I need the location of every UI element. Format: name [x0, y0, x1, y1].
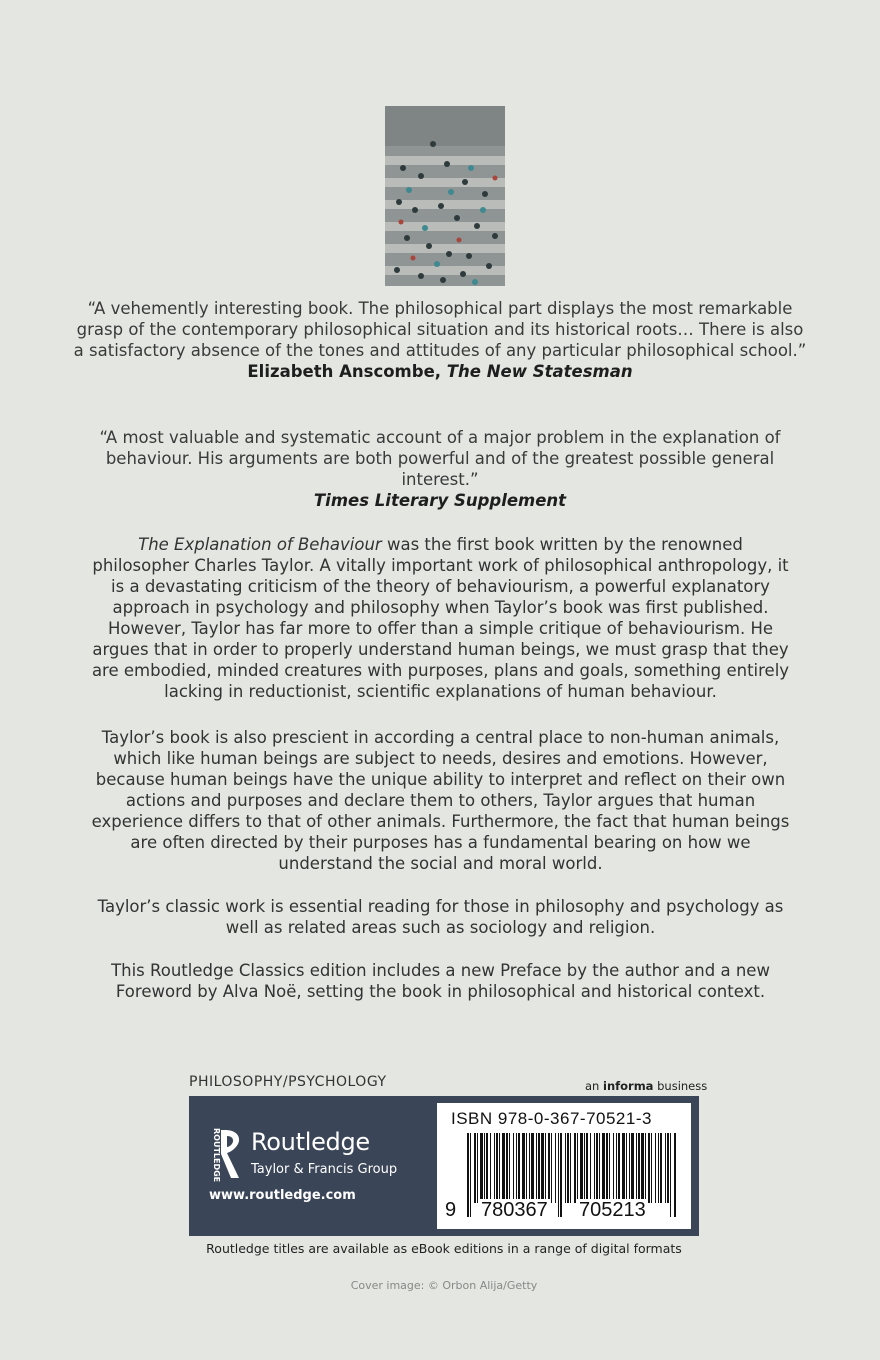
routledge-logo-icon — [205, 1126, 245, 1182]
crowd-photo-image — [385, 106, 505, 286]
barcode-digits-right: 705213 — [579, 1199, 646, 1221]
review-quote-tls — [70, 427, 810, 511]
cover-photo — [385, 106, 505, 286]
quote-attribution — [70, 490, 810, 511]
isbn-label: ISBN 978-0-367-70521-3 — [451, 1109, 652, 1128]
description-paragraph-1 — [88, 534, 793, 702]
quote-text: “A vehemently interesting book. The philosophical part displays the most remarkable grasp of the contemporary philosophical situation and its historical roots… There is also a satisfactory absence of the tones and attitudes of any particular philosophical school.” — [73, 299, 807, 360]
publisher-name: Routledge — [251, 1128, 370, 1156]
description-paragraph-4: This Routledge Classics edition includes a new Preface by the author and a new Foreword by Alva Noë, setting the book in philosophical and historical context. — [111, 961, 770, 1001]
publisher-url: www.routledge.com — [209, 1188, 356, 1203]
publisher-group: Taylor & Francis Group — [251, 1162, 398, 1177]
quote-text: “A most valuable and systematic account of a major problem in the explanation of behaviour. His arguments are both powerful and of the greatest possible general interest.” — [99, 428, 781, 489]
description-paragraph-2: Taylor’s book is also prescient in according a central place to non-human animals, which like human beings are subject to needs, desires and emotions. However, because human beings have the unique ability to interpret and reflect on their own actions and purposes and declare them to others, Taylor argues that human experience differs to that of other animals. Furthermore, the fact that human beings are often directed by their purposes has a fundamental bearing on how we understand the social and moral world. — [91, 728, 790, 873]
quote-source: Times Literary Supplement — [313, 491, 567, 510]
isbn-barcode — [437, 1103, 691, 1229]
book-title: The Explanation of Behaviour — [138, 535, 382, 554]
cover-image-credit: Cover image: © Orbon Alija/Getty — [350, 1279, 538, 1292]
barcode-digit-lead: 9 — [445, 1199, 457, 1221]
review-quote-anscombe — [70, 298, 810, 382]
description-paragraph-3: Taylor’s classic work is essential reading for those in philosophy and psychology as well as related areas such as sociology and religion. — [97, 897, 784, 937]
quote-source: The New Statesman — [446, 362, 633, 381]
subject-category: PHILOSOPHY/PSYCHOLOGY — [189, 1074, 387, 1090]
informa-brand: informa — [603, 1079, 654, 1093]
informa-business-tag: an informa business — [585, 1079, 708, 1093]
ebook-availability-note: Routledge titles are available as eBook editions in a range of digital formats — [206, 1241, 682, 1256]
routledge-vertical-wordmark: ROUTLEDGE — [212, 1128, 221, 1182]
barcode-digits-left: 780367 — [481, 1199, 548, 1221]
quote-attribution — [70, 361, 810, 382]
paragraph-text: was the first book written by the renowned philosopher Charles Taylor. A vitally important work of philosophical anthropology, it is a devastating criticism of the theory of behaviourism, a powerful explanatory approach in psychology and philosophy when Taylor’s book was first published. However, Taylor has far more to offer than a simple critique of behaviourism. He argues that in order to properly understand human beings, we must grasp that they are embodied, minded creatures with purposes, plans and goals, something entirely lacking in reductionist, scientific explanations of human behaviour. — [91, 535, 790, 701]
quote-author: Elizabeth Anscombe, — [247, 362, 442, 381]
